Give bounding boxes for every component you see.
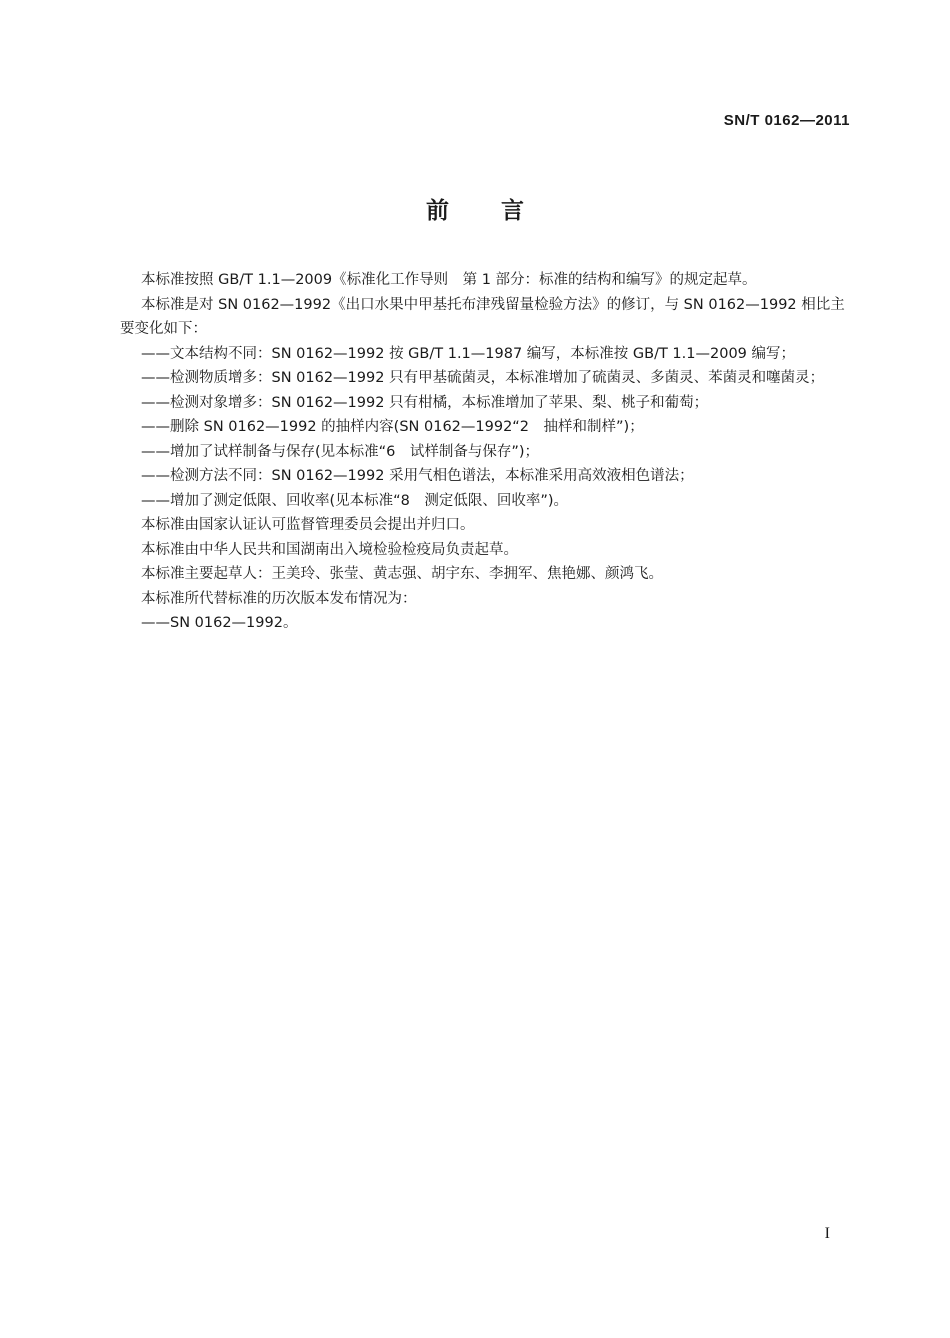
history-item: ——SN 0162—1992。 bbox=[141, 615, 298, 631]
paragraph-history-intro: 本标准所代替标准的历次版本发布情况为： bbox=[141, 590, 417, 607]
paragraph-drafting-rule: 本标准按照 GB/T 1.1—2009《标准化工作导则 第 1 部分：标准的结构和编写》的规定起草。 bbox=[141, 272, 757, 288]
change-item: ——检测方法不同：SN 0162—1992 采用气相色谱法，本标准采用高效液相色谱法； bbox=[141, 468, 694, 484]
change-item: ——文本结构不同：SN 0162—1992 按 GB/T 1.1—1987 编写，本标准按 GB/T 1.1—2009 编写； bbox=[141, 345, 795, 362]
document-body bbox=[120, 268, 855, 636]
doc-code: SN/T 0162—2011 bbox=[723, 112, 850, 129]
paragraph-proposer: 本标准由国家认证认可监督管理委员会提出并归口。 bbox=[141, 517, 475, 533]
paragraph-drafters: 本标准主要起草人：王美玲、张莹、黄志强、胡宇东、李拥军、焦艳娜、颜鸿飞。 bbox=[141, 566, 663, 582]
change-item: ——增加了试样制备与保存(见本标准“6 试样制备与保存”)； bbox=[141, 443, 540, 460]
change-item: ——检测物质增多：SN 0162—1992 只有甲基硫菌灵，本标准增加了硫菌灵、多菌灵、苯菌灵和噻菌灵； bbox=[141, 370, 825, 386]
paragraph-revision-note: 本标准是对 SN 0162—1992《出口水果中甲基托布津残留量检验方法》的修订，与 SN 0162—1992 相比主要变化如下： bbox=[120, 296, 845, 337]
change-item: ——删除 SN 0162—1992 的抽样内容(SN 0162—1992“2 抽样和制样”)； bbox=[141, 419, 644, 435]
page-title: 前言 bbox=[426, 198, 576, 224]
change-item: ——检测对象增多：SN 0162—1992 只有柑橘，本标准增加了苹果、梨、桃子和葡萄； bbox=[141, 394, 709, 411]
page-number: I bbox=[824, 1225, 830, 1242]
paragraph-drafting-org: 本标准由中华人民共和国湖南出入境检验检疫局负责起草。 bbox=[141, 541, 518, 558]
change-item: ——增加了测定低限、回收率(见本标准“8 测定低限、回收率”)。 bbox=[141, 492, 569, 509]
